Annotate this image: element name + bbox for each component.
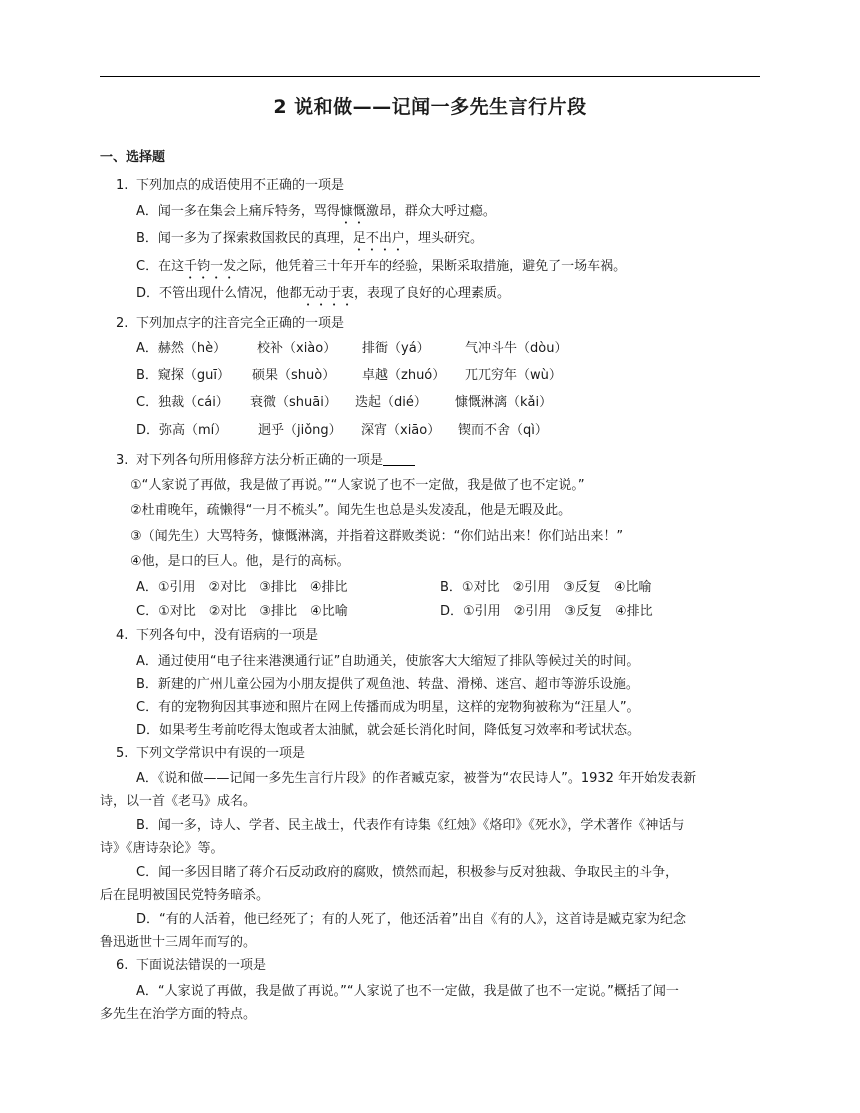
question-stem: 下列加点字的注音完全正确的一项是 <box>136 316 345 331</box>
question-number: 1. <box>116 178 129 193</box>
option-d-item: 锲而不舍（qì） <box>458 423 548 438</box>
option-c-item: 衰微（shuāi） <box>250 395 337 410</box>
option-a: A．“人家说了再做，我是做了再说。”“人家说了也不一定做，我是做了也不一定说。”概括了闻一 <box>136 984 679 999</box>
option-b-continued: 诗》《唐诗杂论》等。 <box>100 841 224 856</box>
option-d: D．“有的人活着，他已经死了；有的人死了，他还活着”出自《有的人》，这首诗是臧克家为纪念 <box>136 912 686 927</box>
option-c-item: C．独裁（cái） <box>136 395 229 410</box>
sentence-4: ④他，是口的巨人。他，是行的高标。 <box>130 554 350 569</box>
option-b: B．新建的广州儿童公园为小朋友提供了观鱼池、转盘、滑梯、迷宫、超市等游乐设施。 <box>136 677 639 692</box>
option-a: A．闻一多在集会上痛斥特务，骂得慷慨激昂，群众大呼过瘾。 <box>136 204 496 219</box>
option-a: A．通过使用“电子往来港澳通行证”自助通关，使旅客大大缩短了排队等候过关的时间。 <box>136 654 640 669</box>
option-b-item: B．窥探（guī） <box>136 368 231 383</box>
question-stem: 下列加点的成语使用不正确的一项是 <box>136 178 345 193</box>
option-a-item: A．赫然（hè） <box>136 341 227 356</box>
option-a: A．①引用 ②对比 ③排比 ④排比 <box>136 580 348 595</box>
option-a-item: 气冲斗牛（dòu） <box>465 341 568 356</box>
question-number: 5. <box>116 746 129 761</box>
option-b-item: 兀兀穷年（wù） <box>465 368 562 383</box>
option-c: C．①对比 ②对比 ③排比 ④比喻 <box>136 604 348 619</box>
option-d-continued: 鲁迅逝世十三周年而写的。 <box>100 935 257 950</box>
answer-blank <box>383 452 415 466</box>
question-stem: 下列各句中，没有语病的一项是 <box>136 628 319 643</box>
section-heading: 一、选择题 <box>100 150 166 165</box>
option-a-item: 校补（xiào） <box>257 341 337 356</box>
option-b: B．闻一多，诗人、学者、民主战士，代表作有诗集《红烛》《烙印》《死水》，学术著作《神话与 <box>136 818 685 833</box>
question-stem: 对下列各句所用修辞方法分析正确的一项是 <box>136 452 415 470</box>
option-d-item: 深宵（xiāo） <box>361 423 441 438</box>
option-c: C．在这千钧一发之际，他凭着三十年开车的经验，果断采取措施，避免了一场车祸。 <box>136 259 627 274</box>
option-c-item: 慷慨淋漓（kǎi） <box>455 395 553 410</box>
option-b: B．①对比 ②引用 ③反复 ④比喻 <box>440 580 652 595</box>
sentence-2: ②杜甫晚年，疏懒得“一月不梳头”。闻先生也总是头发凌乱，他是无暇及此。 <box>130 503 572 518</box>
option-c-continued: 后在昆明被国民党特务暗杀。 <box>100 888 270 903</box>
page-title: 2 说和做——记闻一多先生言行片段 <box>273 96 587 118</box>
option-b: B．闻一多为了探索救国救民的真理，足不出户，埋头研究。 <box>136 231 483 246</box>
option-d: D．不管出现什么情况，他都无动于衷，表现了良好的心理素质。 <box>136 286 511 301</box>
sentence-3: ③（闻先生）大骂特务，慷慨淋漓，并指着这群败类说：“你们站出来！你们站出来！” <box>130 529 624 544</box>
option-c-item: 迭起（dié） <box>355 395 427 410</box>
sentence-1: ①“人家说了再做，我是做了再说。”“人家说了也不一定做，我是做了也不定说。” <box>130 478 585 493</box>
option-d-item: D．弥高（mí） <box>136 423 228 438</box>
question-number: 2. <box>116 316 129 331</box>
header-rule <box>100 76 760 77</box>
option-c: C．有的宠物狗因其事迹和照片在网上传播而成为明星，这样的宠物狗被称为“汪星人”。 <box>136 700 640 715</box>
question-number: 6. <box>116 958 129 973</box>
option-a-item: 排衙（yá） <box>362 341 430 356</box>
question-number: 3. <box>116 453 129 468</box>
option-d: D．如果考生考前吃得太饱或者太油腻，就会延长消化时间，降低复习效率和考试状态。 <box>136 723 641 738</box>
question-stem: 下列文学常识中有误的一项是 <box>136 746 306 761</box>
option-c: C．闻一多因目睹了蒋介石反动政府的腐败，愤然而起，积极参与反对独裁、争取民主的斗争， <box>136 865 679 880</box>
question-stem: 下面说法错误的一项是 <box>136 958 267 973</box>
option-d: D．①引用 ②引用 ③反复 ④排比 <box>440 604 653 619</box>
option-a-continued: 诗，以一首《老马》成名。 <box>100 794 257 809</box>
question-number: 4. <box>116 628 129 643</box>
option-b-item: 卓越（zhuó） <box>362 368 446 383</box>
option-a-continued: 多先生在治学方面的特点。 <box>100 1007 257 1022</box>
option-d-item: 迥乎（jiǒng） <box>258 423 342 438</box>
option-b-item: 硕果（shuò） <box>252 368 336 383</box>
option-a: A．《说和做——记闻一多先生言行片段》的作者臧克家，被誉为“农民诗人”。1932 年开始发表新 <box>136 771 697 786</box>
